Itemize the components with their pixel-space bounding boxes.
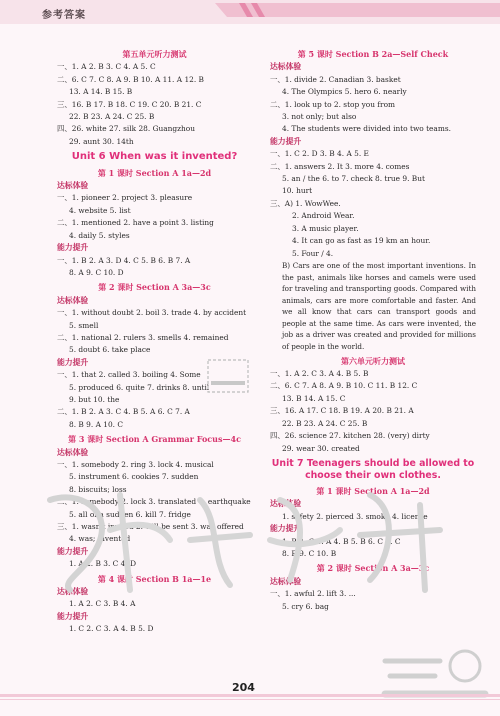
footer-divider-thin (0, 699, 500, 700)
answer-line: 4. It can go as fast as 19 km an hour. (292, 236, 431, 246)
answer-line: 13. A 14. B 15. B (69, 87, 133, 97)
answer-line: 1. A 2. C 3. B 4. A (69, 599, 136, 609)
subsection-label: 能力提升 (57, 357, 89, 367)
answer-line: 一、1. divide 2. Canadian 3. basket (270, 74, 401, 84)
section-heading: 第 3 课时 Section A Grammar Focus—4c (68, 434, 241, 445)
answer-line: 22. B 23. A 24. C 25. B (282, 418, 368, 428)
answer-line: 一、1. C 2. D 3. B 4. A 5. E (270, 149, 369, 159)
answer-line: 2. Android Wear. (292, 211, 355, 221)
answer-line: 一、1. somebody 2. ring 3. lock 4. musical (57, 460, 214, 469)
section-heading: 第 4 课时 Section B 1a—1e (97, 573, 212, 584)
answer-line: 8. B 9. A 10. C (69, 419, 124, 429)
footer-divider (0, 694, 500, 697)
subsection-label: 能力提升 (57, 546, 89, 556)
answer-line: 一、1. pioneer 2. project 3. pleasure (57, 193, 193, 203)
answer-line: 一、1. A 2. C 3. A 4. B 5. B (270, 369, 369, 379)
answer-line: 1. C 2. C 3. A 4. B 5. D (69, 624, 154, 634)
answer-line: 5. cry 6. bag (282, 601, 329, 611)
answer-line: 二、1. somebody 2. lock 3. translated 4. earthquake (57, 497, 251, 507)
answer-line: 三、A) 1. WowWee. (270, 198, 341, 208)
subsection-label: 达标体验 (57, 587, 89, 597)
section-heading: 第 5 课时 Section B 2a—Self Check (297, 49, 449, 59)
answer-line: 一、1. awful 2. lift 3. ... (270, 589, 356, 599)
answer-line: 8. biscuits; loss (69, 484, 127, 494)
answer-line: 四、26. science 27. kitchen 28. (very) dirty (270, 431, 430, 441)
answer-line: 三、1. wasn't invited 2. will be sent 3. was offered (57, 522, 244, 532)
answer-line: 5. all of a sudden 6. kill 7. fridge (69, 509, 191, 519)
answer-line: 8. A 9. C 10. D (69, 267, 124, 277)
answer-line: 8. B 9. C 10. B (282, 548, 337, 558)
answer-line: 二、6. C 7. C 8. A 9. B 10. A 11. A 12. B (57, 74, 204, 84)
answer-line: 10. hurt (282, 186, 313, 196)
page-number: 204 (232, 681, 255, 694)
subsection-label: 达标体验 (57, 447, 89, 457)
answer-line: 三、16. B 17. B 18. C 19. C 20. B 21. C (57, 99, 202, 109)
subsection-label: 能力提升 (270, 136, 302, 146)
answer-paragraph: B) Cars are one of the most important inventions. In the past, animals like horses and camels were used for traveling and transporting goods. Compared with animals, cars are more comfortable and faster. And we all know that cars can transport goods and people at the same time. As cars were invented, the job as a driver was created and provided for millions of people in the world. (282, 260, 476, 352)
answer-line: 三、16. A 17. C 18. B 19. A 20. B 21. A (270, 406, 414, 416)
subsection-label: 能力提升 (270, 524, 302, 534)
answer-line: 1. A 2. B 3. C 4. D (69, 559, 136, 569)
subsection-label: 能力提升 (57, 243, 89, 253)
answer-line: 四、26. white 27. silk 28. Guangzhou (57, 124, 196, 134)
answer-line: 29. wear 30. created (282, 443, 360, 453)
answer-line: 4. The students were divided into two teams. (282, 124, 451, 134)
stamp-watermark (205, 357, 251, 395)
right-answer-column (270, 46, 476, 613)
answer-line: 5. doubt 6. take place (69, 345, 151, 355)
subsection-label: 能力提升 (57, 611, 89, 621)
header-stripe-decoration (210, 3, 500, 17)
answer-line: 二、1. national 2. rulers 3. smells 4. remained (57, 332, 229, 342)
header-label: 参考答案 (42, 10, 86, 21)
answer-line: 22. B 23. A 24. C 25. B (69, 112, 155, 122)
answer-line: 二、6. C 7. A 8. A 9. B 10. C 11. B 12. C (270, 381, 418, 391)
answer-line: 4. website 5. list (69, 205, 131, 215)
answer-line: 一、1. that 2. called 3. boiling 4. Some (57, 370, 201, 380)
unit-title: Unit 6 When was it invented? (71, 151, 238, 163)
subsection-label: 达标体验 (57, 295, 89, 305)
section-heading: 第五单元听力测试 (122, 49, 187, 59)
answer-line: 二、1. mentioned 2. have a point 3. listing (57, 218, 214, 228)
answer-line: 5. smell (69, 320, 99, 330)
answer-line: 3. not only; but also (282, 112, 357, 122)
answer-line: 4. daily 5. styles (69, 230, 130, 240)
answer-line: 二、1. look up to 2. stop you from (270, 99, 396, 109)
subsection-label: 达标体验 (270, 499, 302, 509)
answer-line: 一、1. B 2. A 3. D 4. C 5. B 6. B 7. A (57, 255, 191, 265)
section-heading: 第 2 课时 Section A 3a—3c (98, 282, 211, 293)
answer-line: 4. was; invented (69, 534, 131, 544)
answer-line: 1. B 2. C 3. A 4. B 5. B 6. C 7. C (282, 536, 401, 546)
subsection-label: 达标体验 (57, 181, 89, 191)
answer-line: 5. produced 6. quite 7. drinks 8. until (69, 382, 210, 392)
unit-title: Unit 7 Teenagers should be allowed to choose their own clothes. (271, 457, 475, 481)
answer-line: 5. an / the 6. to 7. check 8. true 9. But (282, 174, 425, 184)
section-heading: 第六单元听力测试 (341, 355, 405, 366)
answer-line: 5. Four / 4. (292, 248, 334, 258)
subsection-label: 达标体验 (270, 62, 302, 72)
header-bar (0, 0, 500, 24)
answer-line: 4. The Olympics 5. hero 6. nearly (282, 87, 407, 97)
subsection-label: 达标体验 (270, 576, 302, 586)
answer-line: 一、1. without doubt 2. boil 3. trade 4. by accident (57, 308, 247, 318)
answer-line: 13. B 14. A 15. C (282, 393, 346, 403)
answer-line: 1. safety 2. pierced 3. smoke 4. license (282, 511, 428, 521)
site-watermark-logo (380, 646, 490, 706)
answer-line: 二、1. answers 2. It 3. more 4. comes (270, 161, 410, 171)
section-heading: 第 1 课时 Section A 1a—2d (97, 167, 212, 178)
left-answer-column (57, 46, 252, 636)
section-heading: 第 2 课时 Section A 3a—3c (316, 563, 430, 574)
section-heading: 第 1 课时 Section A 1a—2d (316, 485, 430, 496)
answer-line: 9. but 10. the (69, 394, 120, 404)
answer-line: 二、1. B 2. A 3. C 4. B 5. A 6. C 7. A (57, 407, 190, 417)
answer-line: 3. A music player. (292, 223, 359, 233)
answer-line: 5. instrument 6. cookies 7. sudden (69, 472, 199, 482)
answer-line: 29. aunt 30. 14th (69, 136, 134, 146)
answer-line: 一、1. A 2. B 3. C 4. A 5. C (57, 62, 156, 72)
